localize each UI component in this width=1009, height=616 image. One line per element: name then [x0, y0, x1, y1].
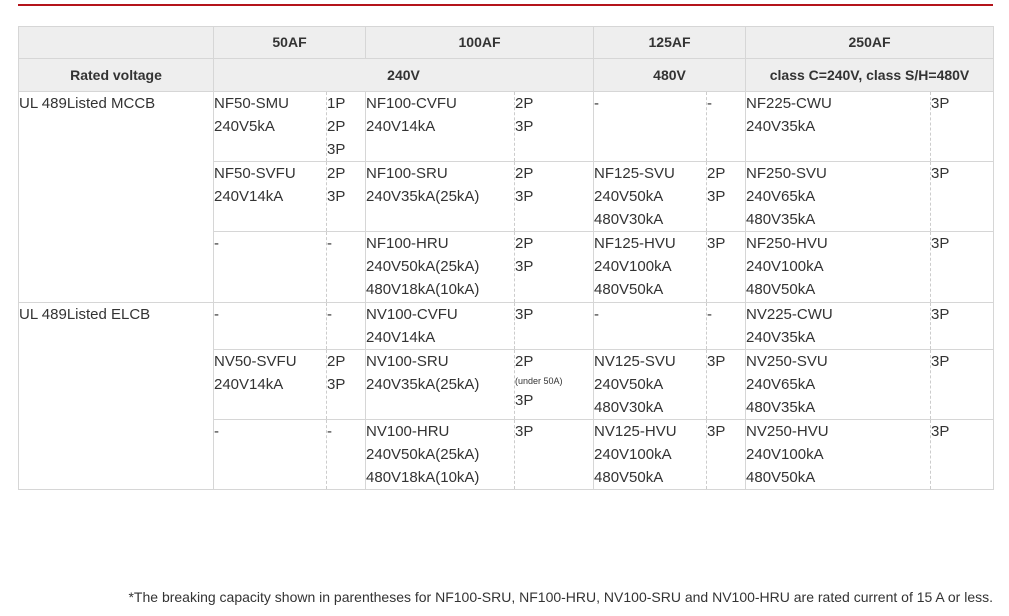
poles-cell: 2P 3P: [515, 162, 594, 232]
model-cell: NV250-HVU 240V100kA 480V50kA: [746, 420, 931, 490]
model-cell: -: [214, 420, 327, 490]
rated-voltage-label: Rated voltage: [19, 59, 214, 92]
voltage-240v: 240V: [214, 59, 594, 92]
poles-cell: 1P 2P 3P: [327, 92, 366, 162]
breaker-spec-table: [18, 26, 994, 490]
poles-cell: 3P: [931, 232, 994, 303]
poles-cell: -: [327, 303, 366, 350]
poles-cell: 2P 3P: [707, 162, 746, 232]
poles-cell: 2P 3P: [327, 350, 366, 420]
model-cell: NF250-HVU 240V100kA 480V50kA: [746, 232, 931, 303]
category-elcb: UL 489Listed ELCB: [19, 303, 214, 490]
poles-cell: 3P: [515, 420, 594, 490]
model-cell: -: [214, 232, 327, 303]
model-cell: NV100-CVFU 240V14kA: [366, 303, 515, 350]
header-corner-cell: [19, 27, 214, 59]
poles-cell: 3P: [515, 303, 594, 350]
poles-cell: -: [327, 420, 366, 490]
frame-100af: 100AF: [366, 27, 594, 59]
poles-cell: 3P: [931, 92, 994, 162]
poles-cell: 3P: [931, 162, 994, 232]
poles-cell: 3P: [931, 350, 994, 420]
model-cell: -: [594, 303, 707, 350]
top-accent-bar: [18, 0, 993, 6]
table-row: [19, 92, 994, 162]
frame-header-row: [19, 27, 994, 59]
model-cell: NF125-SVU 240V50kA 480V30kA: [594, 162, 707, 232]
model-cell: NV125-SVU 240V50kA 480V30kA: [594, 350, 707, 420]
poles-cell: -: [707, 303, 746, 350]
voltage-480v: 480V: [594, 59, 746, 92]
model-cell: NV50-SVFU 240V14kA: [214, 350, 327, 420]
poles-cell: -: [707, 92, 746, 162]
poles-cell: 2P (under 50A) 3P: [515, 350, 594, 420]
poles-cell: 3P: [931, 420, 994, 490]
model-cell: NF100-CVFU 240V14kA: [366, 92, 515, 162]
model-cell: NF250-SVU 240V65kA 480V35kA: [746, 162, 931, 232]
frame-125af: 125AF: [594, 27, 746, 59]
poles-cell: 3P: [707, 420, 746, 490]
poles-cell: 3P: [931, 303, 994, 350]
voltage-class: class C=240V, class S/H=480V: [746, 59, 994, 92]
poles-cell: 3P: [707, 350, 746, 420]
model-cell: -: [214, 303, 327, 350]
footnote: *The breaking capacity shown in parentheses for NF100-SRU, NF100-HRU, NV100-SRU and NV100-HRU are rated current of 15 A or less.: [128, 589, 993, 605]
model-cell: NV225-CWU 240V35kA: [746, 303, 931, 350]
category-mccb: UL 489Listed MCCB: [19, 92, 214, 303]
model-cell: NV100-HRU 240V50kA(25kA) 480V18kA(10kA): [366, 420, 515, 490]
model-cell: NV100-SRU 240V35kA(25kA): [366, 350, 515, 420]
poles-cell: 2P 3P: [515, 92, 594, 162]
model-cell: NF100-SRU 240V35kA(25kA): [366, 162, 515, 232]
frame-50af: 50AF: [214, 27, 366, 59]
model-cell: NF100-HRU 240V50kA(25kA) 480V18kA(10kA): [366, 232, 515, 303]
poles-cell: 2P 3P: [327, 162, 366, 232]
frame-250af: 250AF: [746, 27, 994, 59]
model-cell: NF125-HVU 240V100kA 480V50kA: [594, 232, 707, 303]
poles-cell: 2P 3P: [515, 232, 594, 303]
voltage-header-row: [19, 59, 994, 92]
model-cell: NV250-SVU 240V65kA 480V35kA: [746, 350, 931, 420]
table-row: [19, 303, 994, 350]
pole-note: (under 50A): [515, 376, 563, 386]
model-cell: NF225-CWU 240V35kA: [746, 92, 931, 162]
poles-cell: 3P: [707, 232, 746, 303]
model-cell: NV125-HVU 240V100kA 480V50kA: [594, 420, 707, 490]
model-cell: -: [594, 92, 707, 162]
poles-cell: -: [327, 232, 366, 303]
model-cell: NF50-SVFU 240V14kA: [214, 162, 327, 232]
model-cell: NF50-SMU 240V5kA: [214, 92, 327, 162]
